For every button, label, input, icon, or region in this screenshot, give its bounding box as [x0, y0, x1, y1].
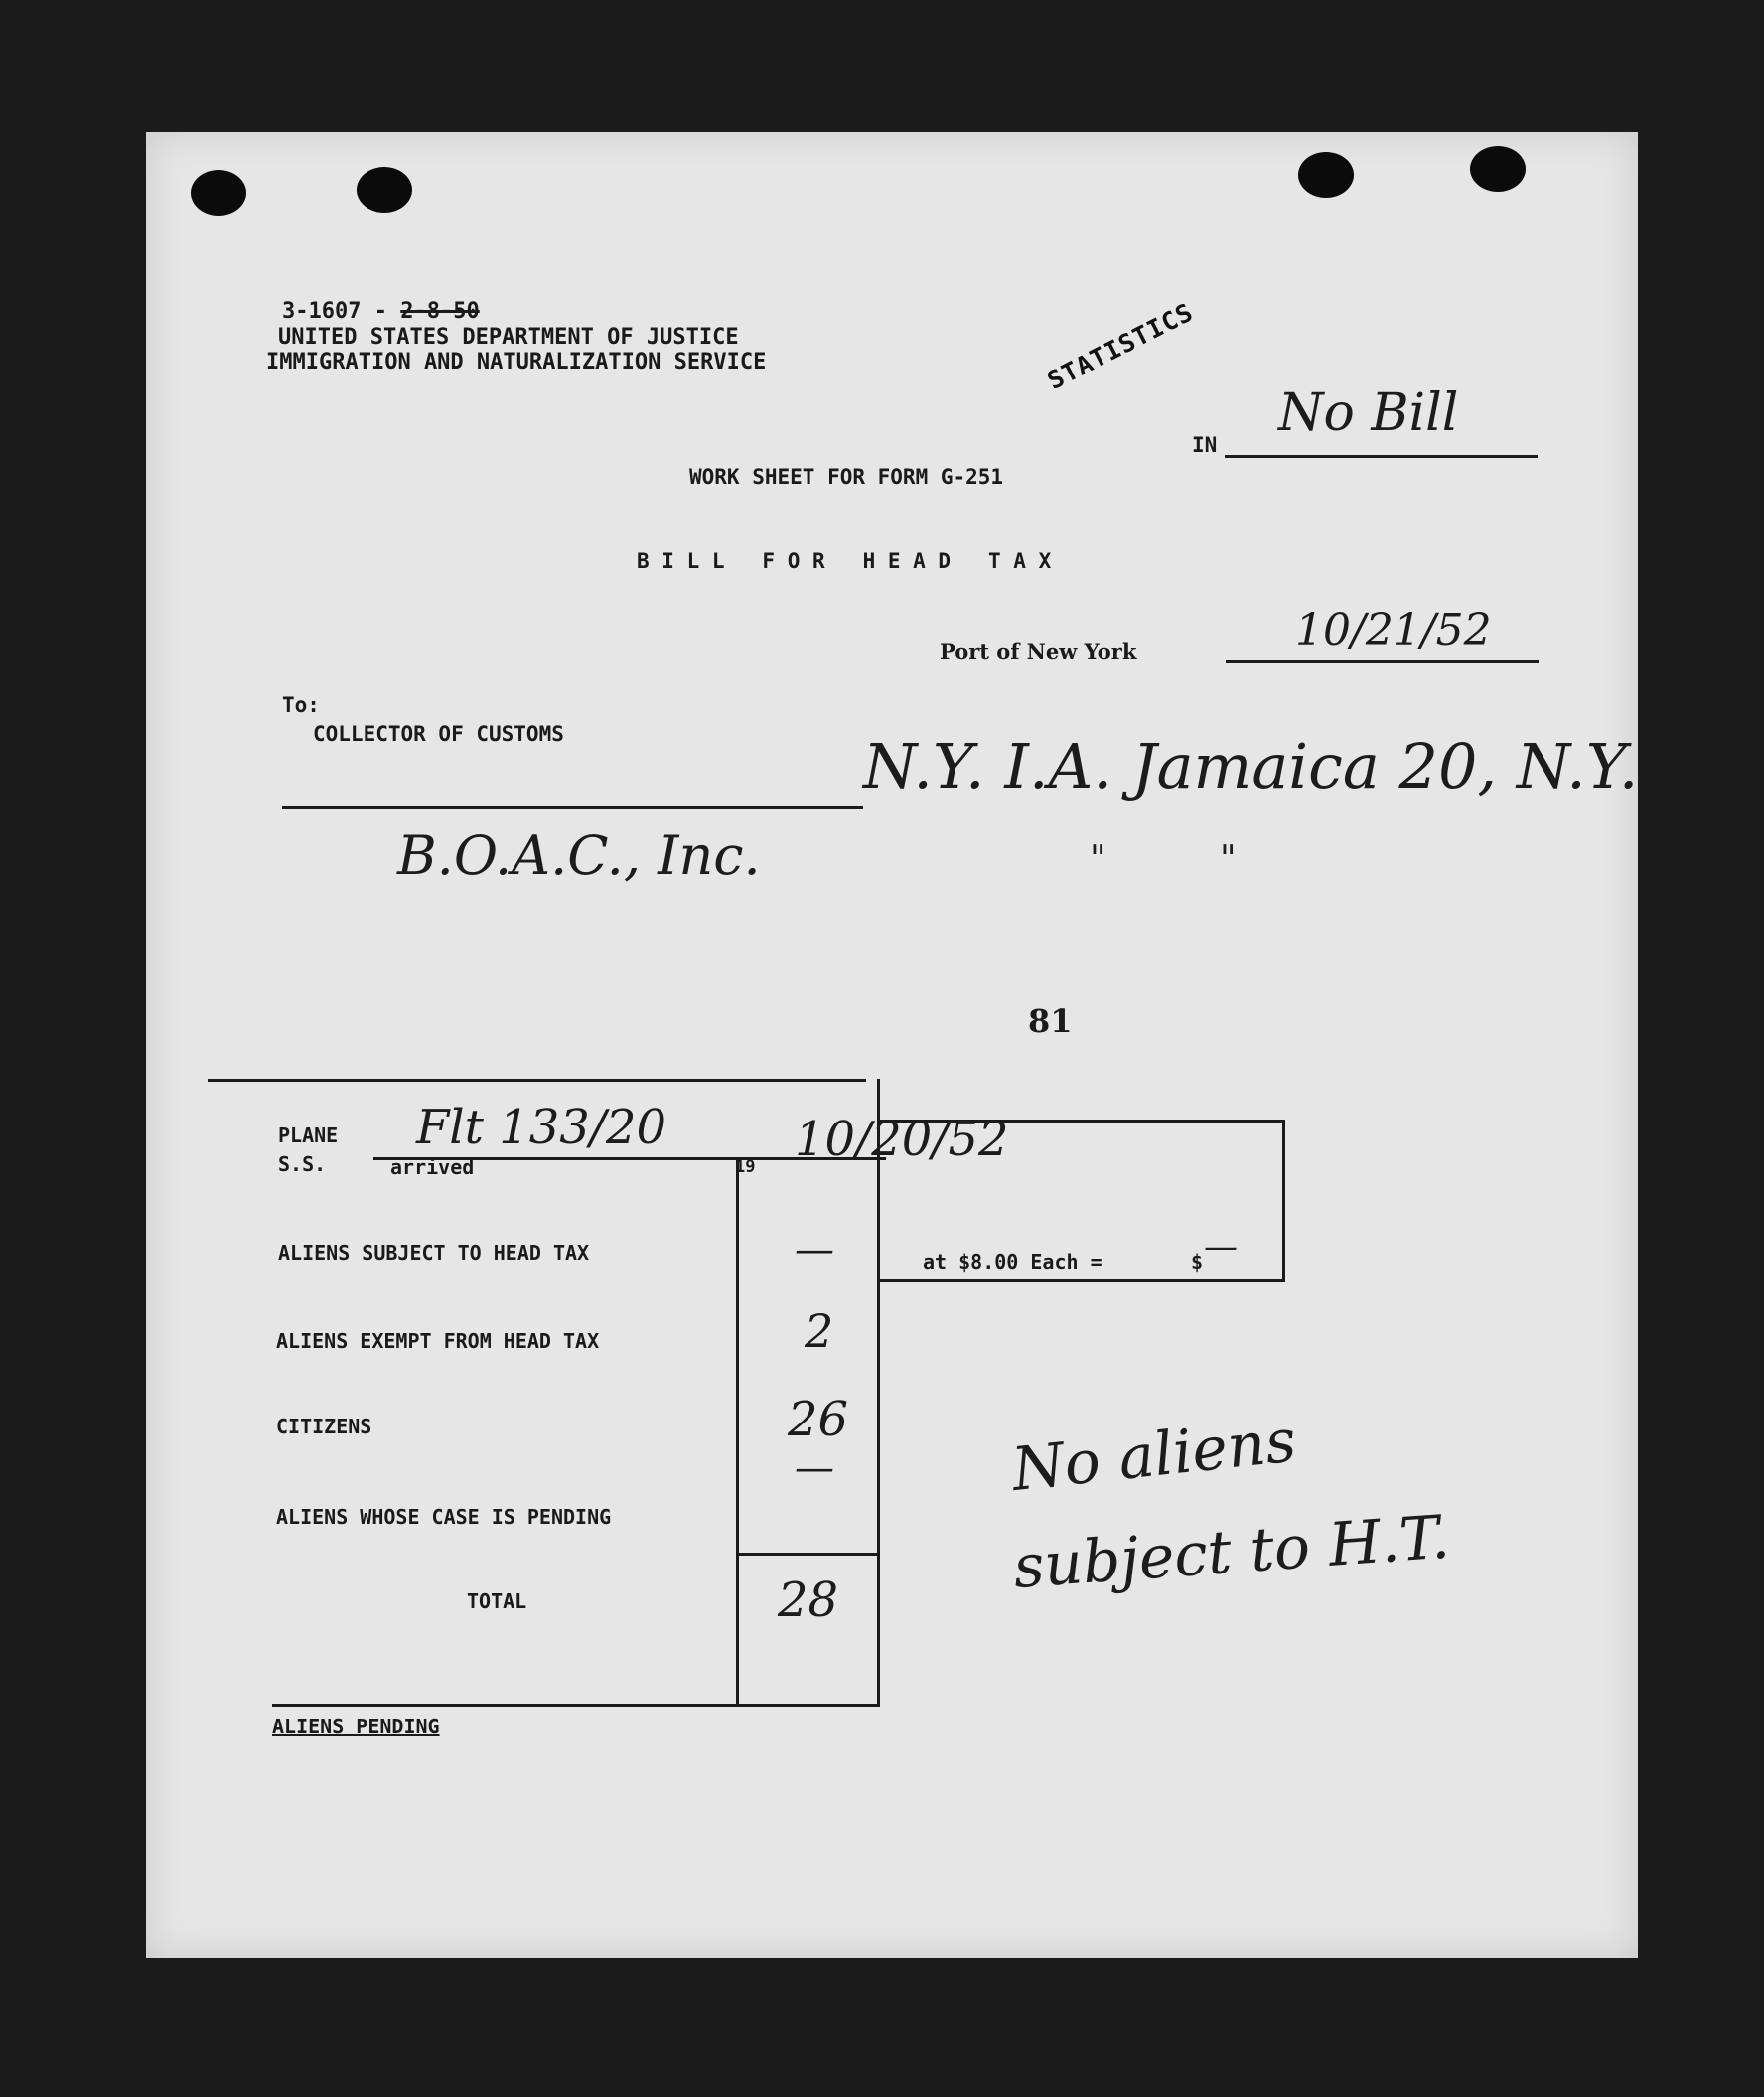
note-line-1: No aliens — [1008, 1406, 1300, 1505]
rate-box-bottom — [878, 1279, 1285, 1282]
note-line-2: subject to H.T. — [1011, 1502, 1452, 1602]
handwritten-address: N.Y. I.A. Jamaica 20, N.Y. — [863, 730, 1639, 803]
in-label: IN — [1192, 433, 1218, 457]
port-date: 10/21/52 — [1295, 605, 1492, 656]
in-underline — [1225, 455, 1538, 458]
in-value: No Bill — [1278, 383, 1459, 443]
handwritten-company: B.O.A.C., Inc. — [397, 824, 761, 887]
punch-hole — [1470, 146, 1526, 192]
rate-text: at $8.00 Each = — [923, 1250, 1102, 1273]
rate-value: — — [1204, 1227, 1238, 1267]
sheet-number: 81 — [1028, 1002, 1073, 1040]
agency-line-1: UNITED STATES DEPARTMENT OF JUSTICE — [278, 325, 739, 350]
form-date: 2-8-50 — [400, 299, 480, 324]
rate-box-right — [1282, 1120, 1285, 1282]
row-value-subject: — — [795, 1227, 834, 1273]
document-page — [146, 132, 1638, 1958]
total-rule — [736, 1553, 880, 1556]
collector-underline — [282, 806, 863, 809]
row-label-citizens: CITIZENS — [276, 1415, 372, 1438]
to-label: To: — [282, 693, 320, 717]
agency-line-2: IMMIGRATION AND NATURALIZATION SERVICE — [266, 350, 767, 374]
statistics-stamp: STATISTICS — [1042, 297, 1199, 395]
collector-label: COLLECTOR OF CUSTOMS — [313, 722, 564, 746]
form-code-row — [282, 299, 480, 324]
arrived-label: arrived — [390, 1155, 475, 1179]
row-value-citizens: 26 — [788, 1392, 849, 1447]
total-value: 28 — [778, 1573, 839, 1628]
plane-label: PLANE — [278, 1123, 339, 1147]
values-column-right — [877, 1079, 880, 1707]
row-label-exempt: ALIENS EXEMPT FROM HEAD TAX — [276, 1329, 600, 1353]
flight-number: Flt 133/20 — [416, 1100, 667, 1155]
punch-hole — [1298, 152, 1354, 198]
form-subtitle: B I L L F O R H E A D T A X — [637, 549, 1052, 573]
arrival-date: 10/20/52 — [795, 1112, 1009, 1167]
values-column-left — [736, 1157, 739, 1706]
row-value-pending: — — [795, 1445, 834, 1491]
form-dash: - — [373, 299, 387, 324]
form-code: 3-1607 — [282, 299, 362, 324]
form-title: WORK SHEET FOR FORM G-251 — [689, 465, 1004, 489]
row-label-subject: ALIENS SUBJECT TO HEAD TAX — [278, 1241, 590, 1265]
total-label: TOTAL — [467, 1589, 527, 1613]
ss-label: S.S. — [278, 1152, 327, 1176]
rate-currency: $ — [1191, 1250, 1204, 1273]
table-bottom-rule — [272, 1704, 880, 1707]
ditto-marks: " " — [1090, 839, 1237, 880]
punch-hole — [357, 167, 412, 213]
port-label: Port of New York — [940, 639, 1137, 664]
row-value-exempt: 2 — [805, 1304, 834, 1358]
row-label-pending: ALIENS WHOSE CASE IS PENDING — [276, 1505, 612, 1529]
punch-hole — [191, 170, 246, 216]
table-top-rule — [208, 1079, 866, 1082]
aliens-pending-label: ALIENS PENDING — [272, 1715, 440, 1738]
port-underline — [1226, 660, 1539, 663]
year-prefix: 19 — [735, 1157, 756, 1177]
